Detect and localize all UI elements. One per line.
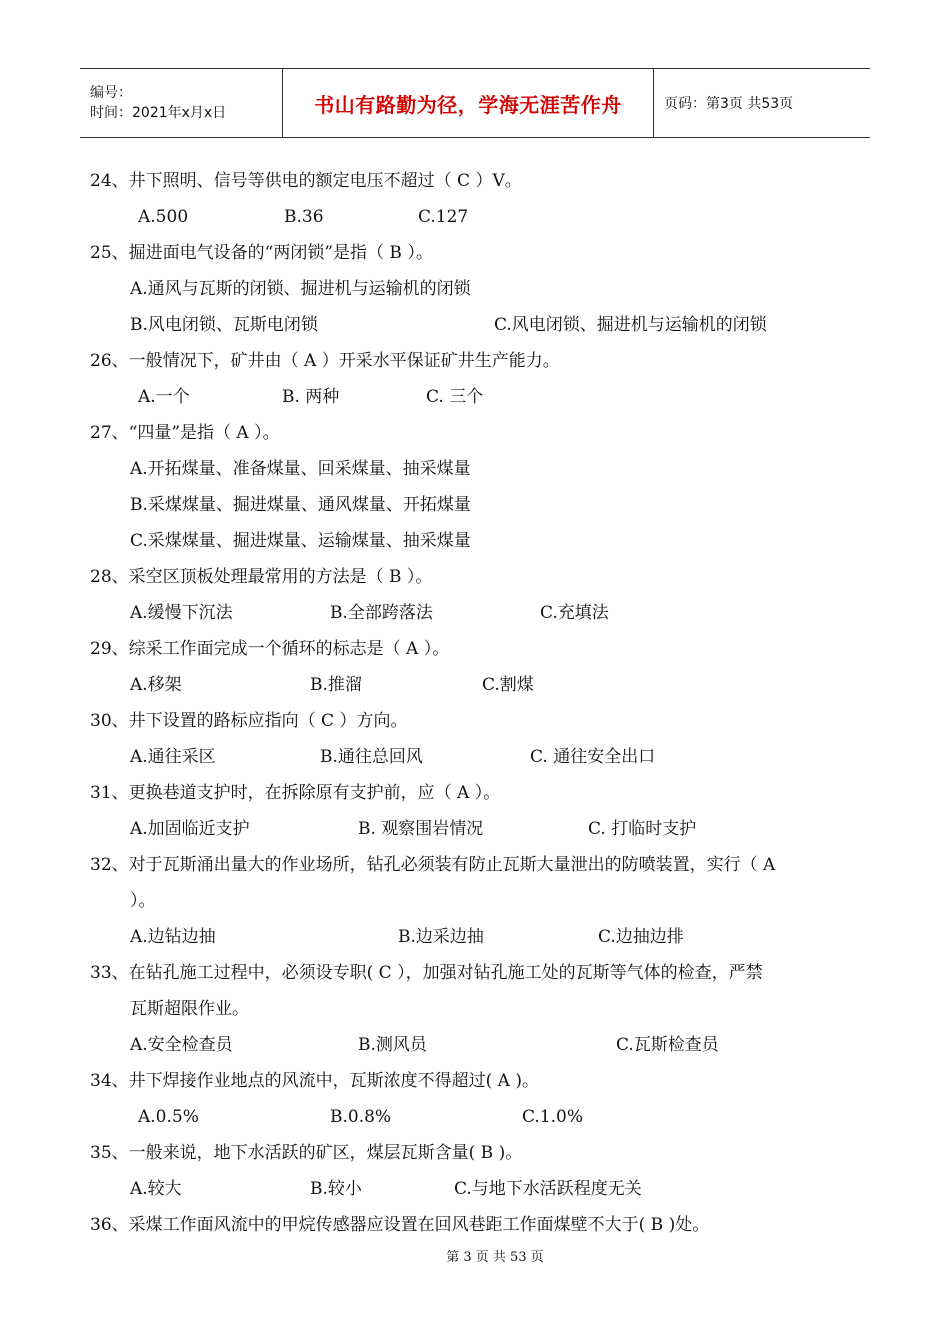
number-label: 编号：	[90, 85, 132, 101]
option-b: B.推溜	[310, 675, 362, 695]
question-32-cont: ）。	[130, 891, 156, 911]
question-29: 29、综采工作面完成一个循环的标志是（ A ）。	[90, 639, 450, 659]
option-a: A.加固临近支护	[130, 819, 250, 839]
option-a: A.0.5%	[138, 1107, 199, 1127]
option-b: B.边采边抽	[398, 927, 484, 947]
option-a-line: A.通风与瓦斯的闭锁、掘进机与运输机的闭锁	[130, 279, 471, 299]
question-25: 25、掘进面电气设备的“两闭锁”是指（ B ）。	[90, 243, 433, 263]
option-b: B. 两种	[282, 387, 340, 407]
question-24: 24、井下照明、信号等供电的额定电压不超过（ C ）V。	[90, 171, 522, 191]
date-label: 时间：2021年x月x日	[90, 105, 227, 121]
option-b: B.全部跨落法	[330, 603, 433, 623]
question-list	[90, 163, 866, 1243]
option-b: B.风电闭锁、瓦斯电闭锁	[130, 315, 318, 335]
page-header	[80, 68, 870, 138]
option-c: C. 打临时支护	[588, 819, 697, 839]
question-33-cont: 瓦斯超限作业。	[130, 999, 249, 1019]
header-motto-cell	[282, 69, 654, 137]
options-24	[90, 199, 866, 235]
question-36: 36、采煤工作面风流中的甲烷传感器应设置在回风巷距工作面煤壁不大于( B )处。	[90, 1215, 710, 1235]
options-32	[90, 919, 866, 955]
option-a-line: A.开拓煤量、准备煤量、回采煤量、抽采煤量	[130, 459, 471, 479]
header-meta	[80, 69, 282, 137]
option-b: B.通往总回风	[320, 747, 423, 767]
option-c: C.割煤	[482, 675, 534, 695]
motto: 书山有路勤为径，学海无涯苦作舟	[314, 92, 622, 117]
question-34: 34、井下焊接作业地点的风流中，瓦斯浓度不得超过( A )。	[90, 1071, 539, 1091]
option-b: B.较小	[310, 1179, 362, 1199]
options-25	[90, 307, 866, 343]
options-30	[90, 739, 866, 775]
page-info: 页码：第3页 共53页	[664, 96, 794, 112]
option-c-line: C.采煤煤量、掘进煤量、运输煤量、抽采煤量	[130, 531, 471, 551]
options-29	[90, 667, 866, 703]
options-31	[90, 811, 866, 847]
options-28	[90, 595, 866, 631]
option-b: B.测风员	[358, 1035, 427, 1055]
option-a: A.安全检查员	[130, 1035, 233, 1055]
option-c: C. 三个	[426, 387, 484, 407]
options-35	[90, 1171, 866, 1207]
question-35: 35、一般来说，地下水活跃的矿区，煤层瓦斯含量( B )。	[90, 1143, 523, 1163]
options-33	[90, 1027, 866, 1063]
option-a: A.较大	[130, 1179, 182, 1199]
question-30: 30、井下设置的路标应指向（ C ）方向。	[90, 711, 408, 731]
option-c: C. 通往安全出口	[530, 747, 656, 767]
page-footer: 第 3 页 共 53 页	[446, 1250, 544, 1265]
header-page-cell	[654, 69, 870, 137]
option-b: B.36	[284, 207, 324, 227]
option-c: C.瓦斯检查员	[616, 1035, 719, 1055]
options-34	[90, 1099, 866, 1135]
option-a: A.通往采区	[130, 747, 216, 767]
option-c: C.充填法	[540, 603, 609, 623]
question-31: 31、更换巷道支护时，在拆除原有支护前，应（ A ）。	[90, 783, 501, 803]
question-28: 28、采空区顶板处理最常用的方法是（ B ）。	[90, 567, 433, 587]
option-a: A.移架	[130, 675, 182, 695]
option-c: C.与地下水活跃程度无关	[454, 1179, 642, 1199]
option-a: A.500	[138, 207, 189, 227]
option-b: B.0.8%	[330, 1107, 392, 1127]
option-b: B. 观察围岩情况	[358, 819, 484, 839]
option-a: A.边钻边抽	[130, 927, 216, 947]
option-c: C.边抽边排	[598, 927, 684, 947]
question-32: 32、对于瓦斯涌出量大的作业场所，钻孔必须装有防止瓦斯大量泄出的防喷装置，实行（ A	[90, 855, 776, 875]
option-a: A.一个	[138, 387, 190, 407]
option-c: C.风电闭锁、掘进机与运输机的闭锁	[494, 315, 767, 335]
options-26	[90, 379, 866, 415]
question-26: 26、一般情况下，矿井由（ A ）开采水平保证矿井生产能力。	[90, 351, 560, 371]
question-33: 33、在钻孔施工过程中，必须设专职( C ），加强对钻孔施工处的瓦斯等气体的检查，严禁	[90, 963, 763, 983]
option-b-line: B.采煤煤量、掘进煤量、通风煤量、开拓煤量	[130, 495, 471, 515]
option-c: C.127	[418, 207, 469, 227]
option-a: A.缓慢下沉法	[130, 603, 233, 623]
option-c: C.1.0%	[522, 1107, 583, 1127]
question-27: 27、“四量”是指（ A ）。	[90, 423, 280, 443]
